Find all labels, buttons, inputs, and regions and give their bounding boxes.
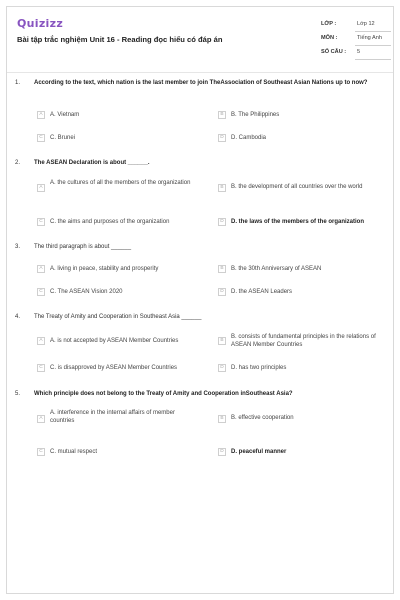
meta-subject-label: MÔN : <box>321 35 338 41</box>
option-c-text: C. the aims and purposes of the organization <box>50 219 170 225</box>
question-3-text: The third paragraph is about ______ <box>34 244 132 250</box>
option-c-box: C <box>37 218 45 226</box>
option-d-box: D <box>218 134 226 142</box>
option-d-box: D <box>218 448 226 456</box>
option-d-text: D. the laws of the members of the organization <box>231 219 365 225</box>
option-c-text: C. The ASEAN Vision 2020 <box>50 289 123 295</box>
option-c-box: C <box>37 134 45 142</box>
option-a-text: A. interference in the internal affairs of member countries <box>50 410 175 424</box>
question-5-number: 5. <box>15 391 21 397</box>
question-3-number: 3. <box>15 244 21 250</box>
option-b-text: B. the 30th Anniversary of ASEAN <box>231 266 322 272</box>
option-d-box: D <box>218 218 226 226</box>
header-divider <box>7 72 393 73</box>
meta-subject-value: Tiếng Anh <box>357 35 382 41</box>
option-a-text: A. the cultures of all the members of the organization <box>50 180 191 186</box>
meta-grade-label: LỚP : <box>321 21 337 27</box>
option-d-text: D. has two principles <box>231 365 287 371</box>
option-c-box: C <box>37 288 45 296</box>
meta-count-value: 5 <box>357 49 361 55</box>
worksheet-title: Bài tập trắc nghiệm Unit 16 - Reading đọc hiểu có đáp án <box>17 35 223 44</box>
option-d-box: D <box>218 364 226 372</box>
option-a-box: A <box>37 337 45 345</box>
question-5-text: Which principle does not belong to the Treaty of Amity and Cooperation inSoutheast Asia? <box>34 391 293 397</box>
option-d-text: D. Cambodia <box>231 135 267 141</box>
question-1-number: 1. <box>15 80 21 86</box>
option-b-text: B. effective cooperation <box>231 415 294 421</box>
option-a-box: A <box>37 184 45 192</box>
option-c-box: C <box>37 448 45 456</box>
option-c-text: C. is disapproved by ASEAN Member Countries <box>50 365 178 371</box>
option-b-box: B <box>218 415 226 423</box>
meta-grade-value: Lớp 12 <box>357 21 375 27</box>
option-c-box: C <box>37 364 45 372</box>
option-b-box: B <box>218 111 226 119</box>
option-c-text: C. mutual respect <box>50 449 98 455</box>
option-b-box: B <box>218 184 226 192</box>
option-b-text: B. The Philippines <box>231 112 280 118</box>
option-a-box: A <box>37 415 45 423</box>
question-2-number: 2. <box>15 160 21 166</box>
option-a-box: A <box>37 111 45 119</box>
question-4-number: 4. <box>15 314 21 320</box>
option-d-text: D. peaceful manner <box>231 449 287 455</box>
option-c-text: C. Brunei <box>50 135 76 141</box>
option-b-text: B. the development of all countries over the world <box>231 184 363 190</box>
worksheet-page <box>6 6 394 594</box>
question-1-text: According to the text, which nation is the last member to join TheAssociation of Southeast Asian Nations up to now? <box>34 80 368 86</box>
option-d-text: D. the ASEAN Leaders <box>231 289 293 295</box>
quizizz-logo: Quizizz <box>17 17 64 30</box>
option-a-text: A. Vietnam <box>50 112 80 118</box>
question-2-text: The ASEAN Declaration is about ______. <box>34 160 150 166</box>
worksheet-meta <box>321 18 391 60</box>
option-b-text: B. consists of fundamental principles in the relations of ASEAN Member Countries <box>231 334 376 348</box>
meta-count <box>321 46 391 60</box>
meta-grade <box>321 18 391 32</box>
option-a-box: A <box>37 265 45 273</box>
option-b-box: B <box>218 337 226 345</box>
meta-count-label: SỐ CÂU : <box>321 49 347 55</box>
option-a-text: A. is not accepted by ASEAN Member Countries <box>50 338 179 344</box>
option-b-box: B <box>218 265 226 273</box>
option-d-box: D <box>218 288 226 296</box>
option-a-text: A. living in peace, stability and prosperity <box>50 266 159 272</box>
meta-subject <box>321 32 391 46</box>
question-4-text: The Treaty of Amity and Cooperation in Southeast Asia ______ <box>34 314 202 320</box>
